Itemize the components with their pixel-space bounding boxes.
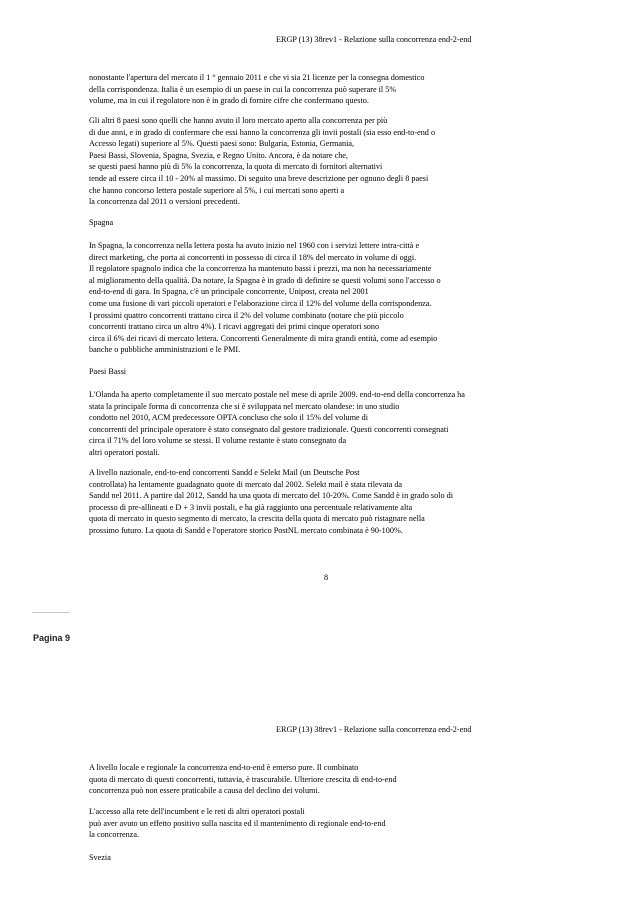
paragraph	[89, 762, 529, 797]
paragraph-block	[89, 762, 529, 797]
text-line: I prossimi quattro concorrenti trattano circa il 2% del volume combinato (notare che più piccolo	[89, 310, 404, 320]
section-heading-svezia: Svezia	[89, 853, 111, 862]
paragraph-block	[89, 806, 529, 841]
text-line: tende ad essere circa il 10 - 20% al massimo. Di seguito una breve descrizione per ognuno degli 8 paesi	[89, 173, 429, 183]
paragraph	[89, 115, 529, 208]
text-line: circa il 6% dei ricavi di mercato lettera. Concorrenti Generalmente di mira grandi entità, come ad esempio	[89, 333, 438, 343]
paragraph	[89, 467, 529, 537]
text-line: nonostante l'apertura del mercato il 1 ° gennaio 2011 e che vi sia 21 licenze per la consegna domestico	[89, 73, 425, 82]
text-line: concorrenti trattano circa un altro 4%). I ricavi aggregati dei primi cinque operatori sono	[89, 322, 380, 332]
text-line: circa il 71% del loro volume se stessi. Il volume restante è stato consegnato da	[89, 436, 347, 446]
text-line: che hanno concorso lettera postale superiore al 5%, i cui mercati sono aperti a	[89, 185, 345, 195]
paragraph	[89, 72, 529, 107]
page-header: ERGP (13) 38rev1 - Relazione sulla concorrenza end-2-end	[276, 725, 472, 734]
paragraph-block	[89, 240, 529, 356]
text-line: Paesi Bassi, Slovenia, Spagna, Svezia, e Regno Unito. Ancora, è da notare che,	[89, 150, 348, 160]
paragraph-block	[89, 72, 529, 107]
text-line: banche o pubbliche amministrazioni e le PMI.	[89, 345, 241, 355]
text-line: Il regolatore spagnolo indica che la concorrenza ha mantenuto bassi i prezzi, ma non ha necessariamente	[89, 264, 432, 274]
page-number: 8	[323, 573, 329, 582]
text-line: Sandd nel 2011. A partire dal 2012, Sandd ha una quota di mercato del 10-20%. Come Sandd è in grado solo di	[89, 491, 453, 501]
text-line: A livello locale e regionale la concorrenza end-to-end è emerso pure. Il combinato	[89, 763, 359, 772]
text-line: controllata) ha lentamente guadagnato quote di mercato dal 2002. Selekt mail è stata rilevata da	[89, 479, 403, 489]
text-line: direct marketing, che porta ai concorrenti in possesso di circa il 18% del mercato in volume di oggi.	[89, 252, 417, 262]
text-line: della corrispondenza. Italia è un esempio di un paese in cui la concorrenza può superare il 5%	[89, 84, 397, 94]
paragraph	[89, 806, 529, 841]
text-line: al miglioramento della qualità. Da notare, la Spagna è in grado di definire se questi volumi sono l'accesso o	[89, 275, 441, 285]
text-line: quota di mercato in questo segmento di mercato, la crescita della quota di mercato può ristagnare nella	[89, 514, 425, 524]
text-line: A livello nazionale, end-to-end concorrenti Sandd e Selekt Mail (un Deutsche Post	[89, 468, 360, 477]
text-line: L'accesso alla rete dell'incumbent e le reti di altri operatori postali	[89, 807, 305, 816]
text-line: concorrenza può non essere praticabile a causa del declino dei volumi.	[89, 786, 320, 796]
paragraph	[89, 240, 529, 356]
text-line: di due anni, e in grado di confermare che essi hanno la concorrenza gli invii postali (sia esso end-to-end o	[89, 127, 436, 137]
section-heading-paesi-bassi: Paesi Bassi	[89, 367, 127, 376]
page-header: ERGP (13) 38rev1 - Relazione sulla concorrenza end-2-end	[276, 35, 472, 44]
text-line: può aver avuto un effetto positivo sulla nascita ed il mantenimento di regionale end-to-end	[89, 818, 386, 828]
page-label: Pagina 9	[33, 633, 71, 643]
paragraph-block	[89, 115, 529, 208]
paragraph	[89, 389, 529, 459]
text-line: quota di mercato di questi concorrenti, tuttavia, è trascurabile. Ulteriore crescita di end-to-end	[89, 774, 397, 784]
text-line: condotto nel 2010, ACM predecessore OPTA concluso che solo il 15% del volume di	[89, 413, 369, 423]
text-line: end-to-end di gara. In Spagna, c'è un principale concorrente, Unipost, creata nel 2001	[89, 287, 369, 297]
text-line: concorrenti del principale operatore è stato consegnato dal gestore tradizionale. Questi concorrenti consegnati	[89, 424, 449, 434]
paragraph-block	[89, 467, 529, 537]
text-line: la concorrenza.	[89, 830, 140, 840]
text-line: processo di pre-allineati e D + 3 invii postali, e ha già raggiunto una percentuale relativamente alta	[89, 502, 413, 512]
text-line: come una fusione di vari piccoli operatori e l'elaborazione circa il 12% del volume della corrispondenza.	[89, 298, 432, 308]
text-line: In Spagna, la concorrenza nella lettera posta ha avuto inizio nel 1960 con i servizi lettere intra-città e	[89, 241, 420, 250]
section-heading-spagna: Spagna	[89, 218, 114, 227]
text-line: altri operatori postali.	[89, 447, 160, 457]
text-line: prossimo futuro. La quota di Sandd e l'operatore storico PostNL mercato combinata è 90-100%.	[89, 525, 403, 535]
text-line: stata la principale forma di concorrenza che si è sviluppata nel mercato olandese: in uno studio	[89, 401, 400, 411]
page-divider	[32, 612, 70, 613]
paragraph-block	[89, 389, 529, 459]
text-line: Accesso legati) superiore al 5%. Questi paesi sono: Bulgaria, Estonia, Germania,	[89, 139, 355, 149]
text-line: volume, ma in cui il regolatore non è in grado di fornire cifre che confermano questo.	[89, 96, 369, 106]
text-line: la concorrenza dal 2011 o versioni precedenti.	[89, 197, 240, 207]
text-line: Gli altri 8 paesi sono quelli che hanno avuto il loro mercato aperto alla concorrenza per più	[89, 116, 388, 125]
text-line: se questi paesi hanno più di 5% la concorrenza, la quota di mercato di fornitori alternativi	[89, 162, 383, 172]
text-line: L'Olanda ha aperto completamente il suo mercato postale nel mese di aprile 2009. end-to-end della concorrenza ha	[89, 390, 465, 399]
